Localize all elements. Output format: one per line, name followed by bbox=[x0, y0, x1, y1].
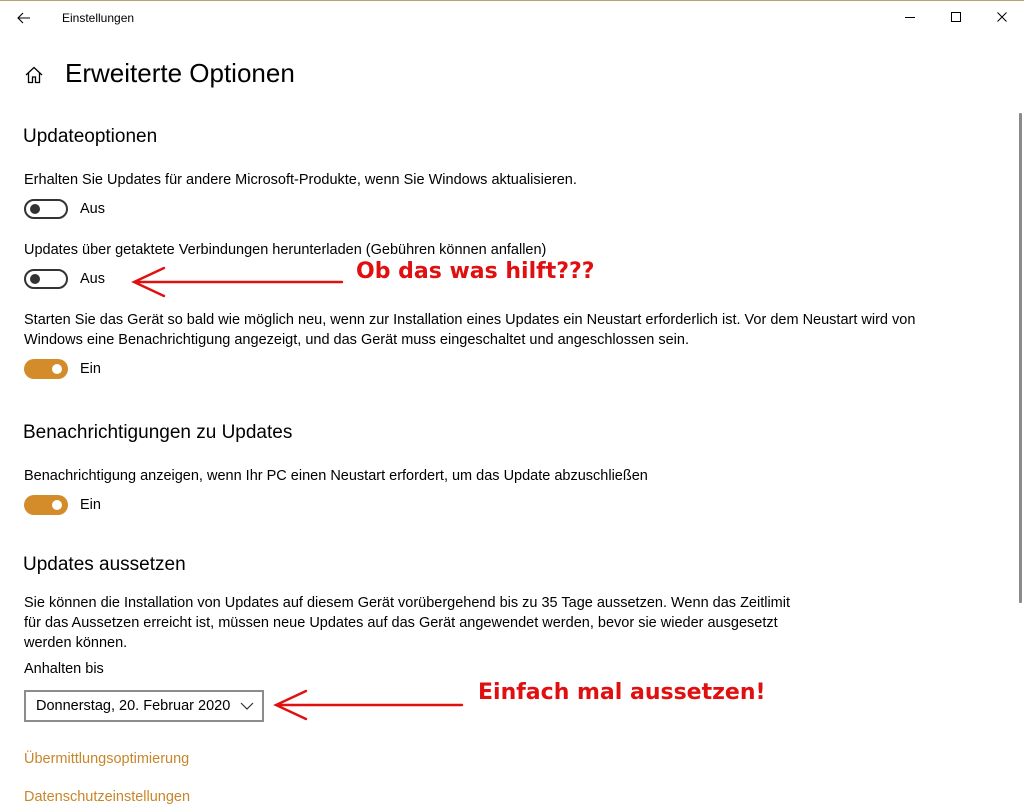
description-line: Starten Sie das Gerät so bald wie möglich neu, wenn zur Installation eines Updates ein Neustart erforderlich ist. Vor dem Neustart wird von bbox=[24, 312, 916, 328]
minimize-icon bbox=[904, 11, 916, 23]
annotation-text: Einfach mal aussetzen! bbox=[478, 680, 766, 705]
toggle-metered-connections[interactable] bbox=[24, 269, 68, 289]
toggle-knob bbox=[52, 500, 62, 510]
toggle-state-label: Aus bbox=[80, 271, 105, 287]
pause-until-label: Anhalten bis bbox=[24, 661, 104, 677]
section-title-pause-updates: Updates aussetzen bbox=[23, 554, 186, 575]
maximize-button[interactable] bbox=[933, 1, 979, 33]
section-title-update-options: Updateoptionen bbox=[23, 126, 158, 147]
toggle-restart-asap[interactable] bbox=[24, 359, 68, 379]
chevron-down-icon bbox=[240, 701, 254, 711]
scrollbar[interactable] bbox=[1019, 113, 1022, 603]
home-icon[interactable] bbox=[24, 65, 44, 85]
page-title: Erweiterte Optionen bbox=[65, 58, 295, 88]
pause-until-value: Donnerstag, 20. Februar 2020 bbox=[36, 698, 231, 714]
option-description bbox=[24, 310, 915, 350]
annotation-arrow bbox=[128, 263, 348, 301]
minimize-button[interactable] bbox=[887, 1, 933, 33]
toggle-other-microsoft-products[interactable] bbox=[24, 199, 68, 219]
window-title: Einstellungen bbox=[62, 11, 135, 25]
toggle-state-label: Ein bbox=[80, 361, 101, 377]
maximize-icon bbox=[950, 11, 962, 23]
toggle-state-label: Ein bbox=[80, 497, 101, 513]
annotation-arrow bbox=[270, 687, 466, 723]
description-line: Windows eine Benachrichtigung angezeigt, und das Gerät muss eingeschaltet und angeschlossen sein. bbox=[24, 332, 689, 348]
description-line: für das Aussetzen erreicht ist, müssen neue Updates auf das Gerät angewendet werden, bevor sie wieder ausgesetzt bbox=[24, 615, 778, 631]
pause-until-dropdown[interactable] bbox=[24, 690, 264, 722]
close-button[interactable] bbox=[979, 1, 1024, 33]
toggle-knob bbox=[30, 204, 40, 214]
link-delivery-optimization[interactable]: Übermittlungsoptimierung bbox=[24, 751, 190, 767]
option-description: Updates über getaktete Verbindungen herunterladen (Gebühren können anfallen) bbox=[24, 242, 547, 258]
toggle-knob bbox=[30, 274, 40, 284]
pause-description bbox=[24, 593, 790, 653]
description-line: werden können. bbox=[24, 635, 128, 651]
title-bar bbox=[0, 1, 1024, 35]
back-button[interactable] bbox=[10, 5, 38, 31]
description-line: Sie können die Installation von Updates auf diesem Gerät vorübergehend bis zu 35 Tage aussetzen. Wenn das Zeitlimit bbox=[24, 595, 791, 611]
section-title-notifications: Benachrichtigungen zu Updates bbox=[23, 422, 293, 443]
toggle-restart-notification[interactable] bbox=[24, 495, 68, 515]
annotation-text: Ob das was hilft??? bbox=[356, 259, 595, 284]
back-arrow-icon bbox=[17, 12, 31, 24]
toggle-state-label: Aus bbox=[80, 201, 105, 217]
option-description: Erhalten Sie Updates für andere Microsoft-Produkte, wenn Sie Windows aktualisieren. bbox=[24, 172, 577, 188]
link-privacy-settings[interactable]: Datenschutzeinstellungen bbox=[24, 789, 191, 805]
close-icon bbox=[996, 11, 1008, 23]
option-description: Benachrichtigung anzeigen, wenn Ihr PC einen Neustart erfordert, um das Update abzuschließen bbox=[24, 468, 648, 484]
toggle-knob bbox=[52, 364, 62, 374]
